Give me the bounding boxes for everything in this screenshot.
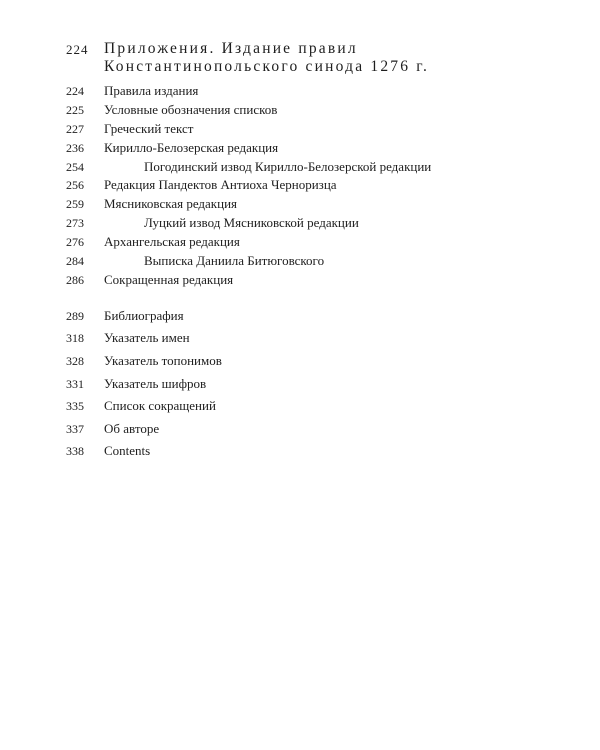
toc-title: Об авторе	[104, 420, 160, 436]
toc-subentry[interactable]	[66, 158, 566, 177]
toc-subentry[interactable]	[66, 214, 566, 233]
toc-page-number: 318	[66, 331, 84, 346]
toc-title: Библиография	[104, 307, 184, 323]
toc-entry[interactable]	[66, 271, 566, 290]
toc-title: Архангельская редакция	[104, 234, 240, 250]
toc-page-number: 337	[66, 421, 84, 436]
section-title-line-2: Константинопольского синода 1276 г.	[104, 58, 430, 75]
toc-page-number: 227	[66, 121, 84, 136]
toc-entry[interactable]	[66, 195, 566, 214]
toc-page-number: 273	[66, 216, 84, 231]
toc-entry[interactable]	[66, 327, 566, 350]
toc-entry[interactable]	[66, 440, 566, 463]
toc-title: Список сокращений	[104, 398, 216, 414]
appendix-entries	[66, 82, 566, 290]
toc-title: Выписка Даниила Битюговского	[144, 253, 325, 269]
toc-entry[interactable]	[66, 418, 566, 441]
toc-page-number: 328	[66, 353, 84, 368]
toc-page-number: 286	[66, 272, 84, 287]
section-heading[interactable]	[66, 40, 566, 76]
toc-title: Погодинский извод Кирилло-Белозерской редакции	[144, 158, 432, 174]
toc-entry[interactable]	[66, 305, 566, 328]
toc-title: Указатель топонимов	[104, 352, 222, 368]
toc-title: Мясниковская редакция	[104, 196, 238, 212]
back-matter-entries	[66, 305, 566, 463]
toc-page-number: 338	[66, 444, 84, 459]
toc-entry[interactable]	[66, 395, 566, 418]
toc-entry[interactable]	[66, 82, 566, 101]
toc-title: Сокращенная редакция	[104, 271, 234, 287]
toc-page-number: 224	[66, 84, 84, 98]
toc-entry[interactable]	[66, 120, 566, 139]
section-page-number: 224	[66, 42, 89, 57]
toc-title: Луцкий извод Мясниковской редакции	[144, 215, 359, 231]
toc-title: Правила издания	[104, 83, 199, 98]
toc-title: Редакция Пандектов Антиоха Черноризца	[104, 177, 337, 193]
toc-page-number: 335	[66, 399, 84, 414]
toc-entry[interactable]	[66, 233, 566, 252]
toc-entry[interactable]	[66, 101, 566, 120]
toc-title: Contents	[104, 443, 151, 459]
toc-page-number: 284	[66, 254, 84, 269]
table-of-contents	[66, 40, 566, 463]
toc-entry[interactable]	[66, 373, 566, 396]
toc-page-number: 256	[66, 178, 84, 193]
toc-page-number: 276	[66, 235, 84, 250]
toc-entry[interactable]	[66, 139, 566, 158]
toc-page-number: 254	[66, 159, 84, 174]
toc-entry[interactable]	[66, 176, 566, 195]
toc-page-number: 225	[66, 102, 84, 117]
toc-title: Условные обозначения списков	[104, 101, 278, 117]
toc-title: Кирилло-Белозерская редакция	[104, 139, 279, 155]
toc-page-number: 236	[66, 140, 84, 155]
toc-page-number: 259	[66, 197, 84, 212]
toc-page-number: 331	[66, 376, 84, 391]
toc-subentry[interactable]	[66, 252, 566, 271]
toc-title: Указатель шифров	[104, 375, 207, 391]
toc-entry[interactable]	[66, 350, 566, 373]
section-title	[104, 40, 429, 76]
toc-page-number: 289	[66, 308, 84, 323]
toc-title: Греческий текст	[104, 120, 194, 136]
toc-title: Указатель имен	[104, 330, 190, 346]
section-title-line-1: Приложения. Издание правил	[104, 40, 358, 57]
